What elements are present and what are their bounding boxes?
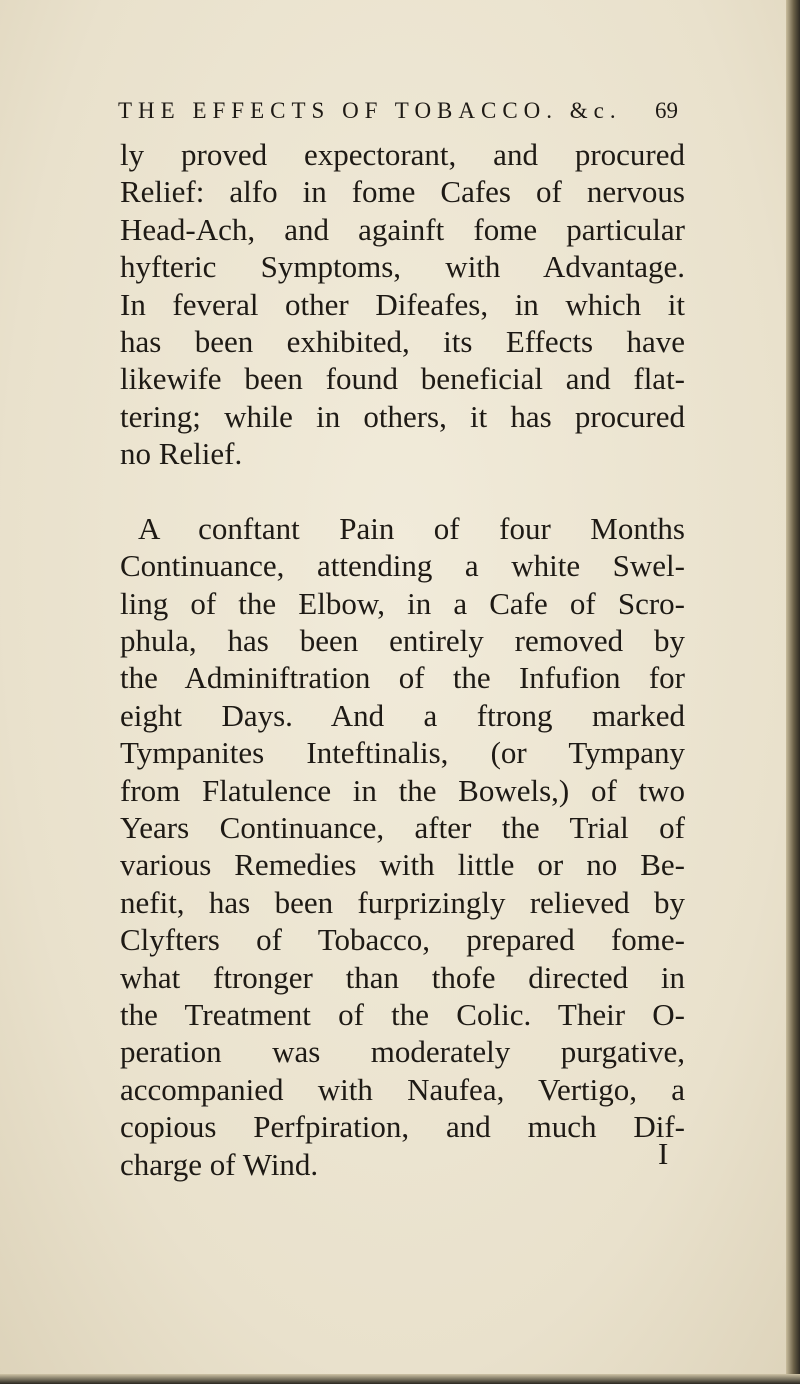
text-line: copious Perfpiration, and much Dif-: [120, 1109, 685, 1145]
text-line: charge of Wind.: [120, 1146, 319, 1182]
text-line: various Remedies with little or no Be-: [120, 847, 685, 883]
page-bottom-edge: [0, 1374, 800, 1384]
paragraph-gap: [120, 473, 685, 510]
text-line: accompanied with Naufea, Vertigo, a: [120, 1071, 685, 1107]
text-line: no Relief.: [120, 436, 243, 472]
text-line: Clyfters of Tobacco, prepared fome-: [120, 922, 685, 958]
text-line: Years Continuance, after the Trial of: [120, 810, 685, 846]
text-line: Continuance, attending a white Swel-: [120, 548, 685, 584]
text-line: the Treatment of the Colic. Their O-: [120, 996, 685, 1032]
text-line: tering; while in others, it has procured: [120, 398, 685, 434]
text-line: In feveral other Difeafes, in which it: [120, 286, 685, 322]
text-line: hyfteric Symptoms, with Advantage.: [120, 249, 685, 285]
text-line: the Adminiftration of the Infufion for: [120, 660, 685, 696]
text-line: Relief: alfo in fome Cafes of nervous: [120, 174, 685, 210]
text-line: from Flatulence in the Bowels,) of two: [120, 772, 685, 808]
text-line: peration was moderately purgative,: [120, 1034, 685, 1070]
text-line: what ftronger than thofe directed in: [120, 959, 685, 995]
text-line: likewife been found beneficial and flat-: [120, 361, 685, 397]
running-head: [118, 98, 678, 128]
catchword: I: [658, 1136, 669, 1171]
text-line: phula, has been entirely removed by: [120, 623, 685, 659]
text-line: Tympanites Inteftinalis, (or Tympany: [120, 735, 685, 771]
text-line: ly proved expectorant, and procured: [120, 137, 685, 172]
text-line: ling of the Elbow, in a Cafe of Scro-: [120, 585, 685, 621]
body-text: [120, 136, 685, 1183]
text-line: A conftant Pain of four Months: [138, 510, 685, 546]
text-line: Head-Ach, and againft fome particular: [120, 211, 685, 247]
book-spine-shadow: [786, 0, 800, 1384]
page-number: 69: [655, 98, 678, 123]
text-line: eight Days. And a ftrong marked: [120, 697, 685, 733]
text-line: has been exhibited, its Effects have: [120, 323, 685, 359]
text-line: nefit, has been furprizingly relieved by: [120, 884, 685, 920]
running-head-title: THE EFFECTS OF TOBACCO. &c.: [118, 98, 622, 123]
